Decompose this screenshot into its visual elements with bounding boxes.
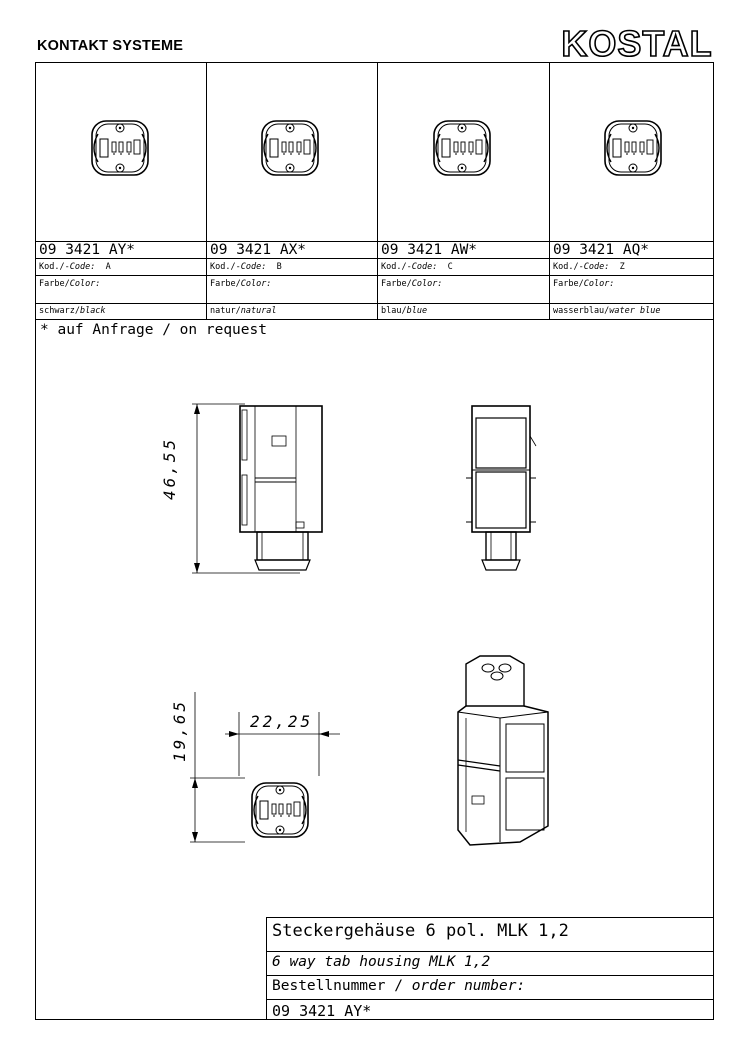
product-name-en: 6 way tab housing MLK 1,2 [272, 954, 491, 970]
request-note: * auf Anfrage / on request [40, 322, 267, 338]
height-dimension: 46,55 [160, 436, 179, 500]
part-number: 09 3421 AW* [381, 242, 478, 258]
color-value: natur/natural [210, 306, 277, 316]
color-label: Farbe/Color: [210, 279, 272, 289]
code-line: Kod./-Code: C [381, 262, 453, 272]
color-label: Farbe/Color: [381, 279, 443, 289]
color-label: Farbe/Color: [553, 279, 615, 289]
order-number: 09 3421 AY* [272, 1002, 372, 1020]
part-number: 09 3421 AQ* [553, 242, 650, 258]
color-value: schwarz/black [39, 306, 106, 316]
header-title: KONTAKT SYSTEME [37, 38, 184, 54]
color-value: blau/blue [381, 306, 428, 316]
code-line: Kod./-Code: B [210, 262, 282, 272]
code-line: Kod./-Code: A [39, 262, 111, 272]
color-value: wasserblau/water blue [553, 306, 661, 316]
depth-dimension: 19,65 [170, 698, 189, 762]
logo-text: KOSTAL [561, 23, 713, 64]
order-label: Bestellnummer / order number: [272, 978, 526, 994]
width-dimension: 22,25 [250, 712, 314, 731]
part-number: 09 3421 AX* [210, 242, 307, 258]
product-name-de: Steckergehäuse 6 pol. MLK 1,2 [272, 921, 569, 941]
code-line: Kod./-Code: Z [553, 262, 625, 272]
part-number: 09 3421 AY* [39, 242, 136, 258]
color-label: Farbe/Color: [39, 279, 101, 289]
